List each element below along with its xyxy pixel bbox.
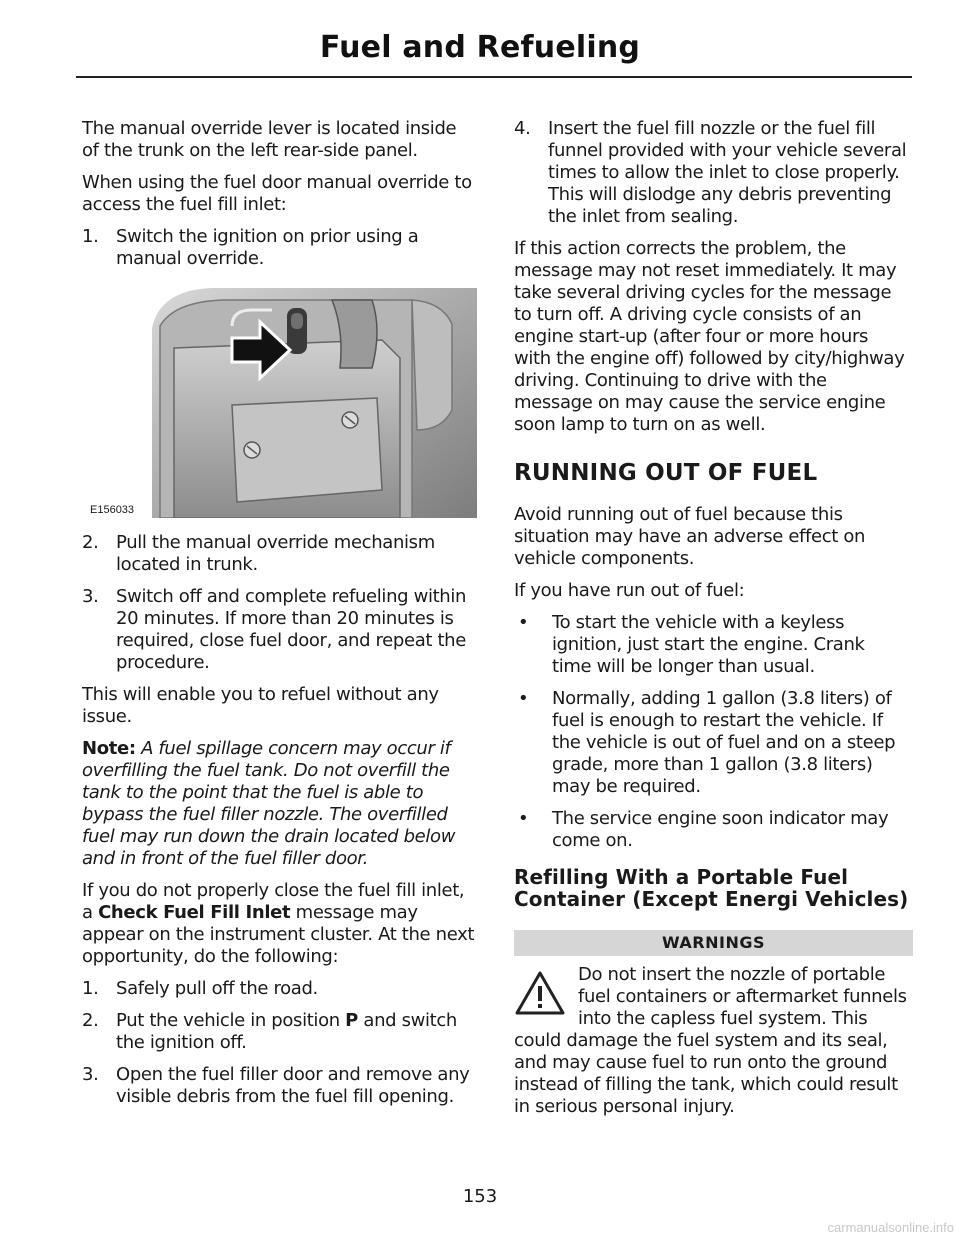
note-label: Note: xyxy=(82,738,136,759)
step-text: Open the fuel filler door and remove any visible debris from the fuel fill opening. xyxy=(116,1064,470,1107)
step-text: Pull the manual override mechanism located in trunk. xyxy=(116,532,435,575)
paragraph xyxy=(82,880,477,968)
override-lever-illustration xyxy=(82,280,477,518)
paragraph: This will enable you to refuel without any issue. xyxy=(82,684,439,727)
bullet-mark: • xyxy=(518,688,529,709)
section-heading: RUNNING OUT OF FUEL xyxy=(514,460,818,486)
step-number: 1. xyxy=(82,226,99,247)
trunk-panel-drawing xyxy=(82,280,477,518)
page-header-title: Fuel and Refueling xyxy=(319,30,641,65)
warning-text: Do not insert the nozzle of portable fuel containers or aftermarket funnels into the capless fuel system. This could damage the fuel system and its seal, and may cause fuel to run onto the ground instead of filling the tank, which could result in serious personal injury. xyxy=(514,964,907,1117)
paragraph: When using the fuel door manual override to access the fuel fill inlet: xyxy=(82,172,472,215)
bullet-item xyxy=(514,612,909,678)
step-number: 2. xyxy=(82,532,99,553)
step-text: Switch the ignition on prior using a manual override. xyxy=(116,226,419,269)
page-number: 153 xyxy=(462,1186,498,1207)
message-name: Check Fuel Fill Inlet xyxy=(98,902,291,923)
step-number: 2. xyxy=(82,1010,99,1031)
note-text: A fuel spillage concern may occur if overfilling the fuel tank. Do not overfill the tank to the point that the fuel is able to bypass the fuel filler nozzle. The overfilled fuel may run down the drain located below and in front of the fuel filler door. xyxy=(82,738,456,869)
numbered-step xyxy=(82,532,477,576)
header-rule xyxy=(76,76,912,78)
step-number: 1. xyxy=(82,978,99,999)
numbered-step xyxy=(82,978,477,1000)
subsection-heading: Refilling With a Portable Fuel Container (Except Energi Vehicles) xyxy=(514,865,909,911)
step-text: Insert the fuel fill nozzle or the fuel fill funnel provided with your vehicle several times to allow the inlet to close properly. This will dislodge any debris preventing the inlet from sealing. xyxy=(548,118,907,227)
watermark: carmanualsonline.info xyxy=(827,1220,954,1235)
bullet-mark: • xyxy=(518,808,529,829)
numbered-step xyxy=(82,226,477,270)
text-run: Put the vehicle in position xyxy=(116,1010,346,1031)
bullet-text: To start the vehicle with a keyless ignition, just start the engine. Crank time will be longer than usual. xyxy=(552,612,865,677)
left-column xyxy=(82,118,477,1118)
bullet-item xyxy=(514,688,909,798)
paragraph: Avoid running out of fuel because this situation may have an adverse effect on vehicle components. xyxy=(514,504,866,569)
note-paragraph xyxy=(82,738,477,870)
paragraph: If you have run out of fuel: xyxy=(514,580,745,601)
bullet-text: The service engine soon indicator may come on. xyxy=(552,808,889,851)
step-text: Switch off and complete refueling within 20 minutes. If more than 20 minutes is required, close fuel door, and repeat the procedure. xyxy=(116,586,467,673)
text-run: and switch the ignition off. xyxy=(116,1010,457,1053)
numbered-step xyxy=(82,1064,477,1108)
warning-triangle-icon xyxy=(514,970,566,1016)
warnings-header: WARNINGS xyxy=(514,930,913,956)
right-column xyxy=(514,118,909,1118)
gear-position: P xyxy=(345,1010,359,1031)
bullet-item xyxy=(514,808,909,852)
numbered-step xyxy=(82,1010,477,1054)
step-number: 3. xyxy=(82,586,99,607)
text-run: message may appear on the instrument cluster. At the next opportunity, do the following: xyxy=(82,902,475,967)
step-text: Safely pull off the road. xyxy=(116,978,318,999)
paragraph: The manual override lever is located inside of the trunk on the left rear-side panel. xyxy=(82,118,457,161)
step-text xyxy=(116,1010,477,1054)
warning-block xyxy=(514,964,909,1118)
bullet-mark: • xyxy=(518,612,529,633)
figure-code: E156033 xyxy=(90,504,135,516)
bullet-text: Normally, adding 1 gallon (3.8 liters) of fuel is enough to restart the vehicle. If the vehicle is out of fuel and on a steep grade, more than 1 gallon (3.8 liters) may be required. xyxy=(552,688,896,797)
step-number: 3. xyxy=(82,1064,99,1085)
numbered-step xyxy=(82,586,477,674)
numbered-step xyxy=(514,118,909,228)
text-run: If you do not properly close the fuel fill inlet, a xyxy=(82,880,465,923)
paragraph: If this action corrects the problem, the message may not reset immediately. It may take several driving cycles for the message to turn off. A driving cycle consists of an engine start-up (after four or more hours with the engine off) followed by city/highway driving. Continuing to drive with the message on may cause the service engine soon lamp to turn on as well. xyxy=(514,238,905,435)
step-number: 4. xyxy=(514,118,531,139)
